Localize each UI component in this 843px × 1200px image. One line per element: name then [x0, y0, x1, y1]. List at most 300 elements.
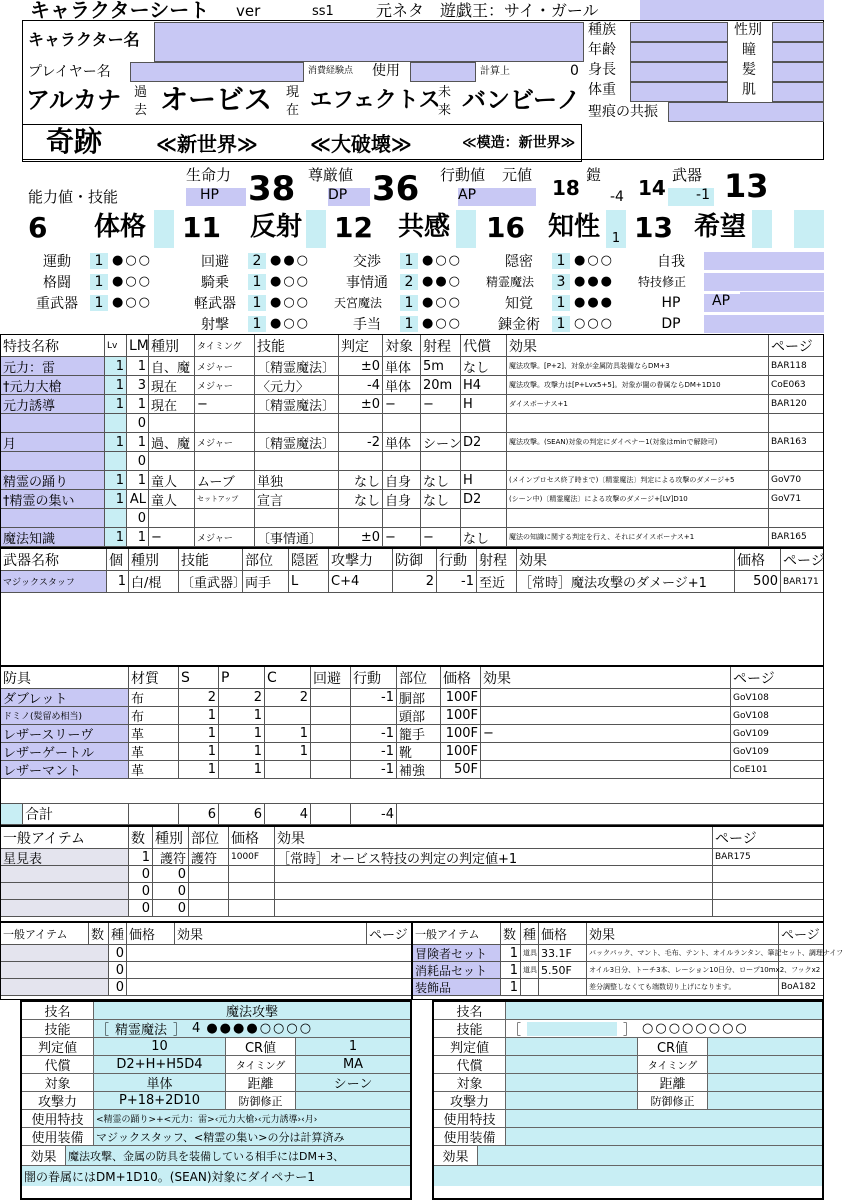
skill-cell	[334, 313, 486, 334]
ability-intellect-value: 13	[634, 211, 673, 244]
ability-strength-label: 体格	[94, 212, 147, 242]
atk2-def-label: 防御修正	[638, 1092, 708, 1109]
column-header: 回避	[311, 667, 351, 688]
column-header: 効果	[175, 923, 367, 944]
item2-row	[1, 962, 411, 979]
ability-reflex-value: 12	[334, 211, 373, 244]
hair-field[interactable]	[772, 62, 824, 82]
column-header: 種	[521, 923, 539, 944]
atk-cost-label: 代償	[22, 1056, 94, 1073]
height-field[interactable]	[630, 62, 728, 82]
item-row	[1, 849, 823, 866]
table-cell: 〔精霊魔法〕	[255, 395, 339, 413]
table-cell	[311, 707, 351, 724]
table-cell: 護符	[189, 849, 229, 865]
table-cell: −	[481, 725, 731, 742]
skill-level: 1	[552, 316, 570, 332]
character-name-field[interactable]	[154, 22, 584, 62]
atk2-power-label: 攻撃力	[434, 1092, 506, 1109]
dignity-label: 尊厳値	[308, 166, 354, 184]
table-cell: 1	[501, 962, 521, 978]
life-label: 生命力	[186, 166, 232, 184]
atk2-def-value[interactable]	[708, 1092, 822, 1109]
weight-label: 体重	[588, 82, 616, 98]
table-cell: なし	[461, 528, 507, 546]
table-cell	[769, 509, 823, 527]
table-cell: AL	[127, 490, 149, 508]
table-cell: 1	[127, 528, 149, 546]
table-cell	[189, 866, 229, 882]
column-header: 種別	[149, 335, 195, 356]
table-cell	[339, 414, 383, 432]
column-header: 数	[89, 923, 109, 944]
ability-strength-value: 11	[182, 211, 221, 244]
column-header: 材質	[129, 667, 179, 688]
table-cell: シーン	[421, 433, 461, 451]
table-cell: −	[383, 395, 421, 413]
table-cell: メジャー	[195, 528, 255, 546]
atk2-cost-value[interactable]	[506, 1056, 638, 1073]
feat-row	[1, 376, 823, 395]
table-cell	[105, 414, 127, 432]
table-cell: 1	[107, 571, 129, 592]
table-cell	[481, 743, 731, 760]
weapons-header	[1, 549, 823, 571]
table-cell: なし	[421, 490, 461, 508]
table-cell: −	[421, 395, 461, 413]
table-cell: ［常時］オービス特技の判定の判定値+1	[275, 849, 713, 865]
table-cell	[779, 945, 823, 961]
skill-name: 事情通	[346, 274, 388, 291]
items2-right-table	[412, 922, 843, 1000]
skill-cell	[24, 250, 182, 271]
skill-dots: ○○○	[574, 316, 615, 331]
column-header: 射程	[477, 549, 517, 570]
age-field[interactable]	[630, 42, 728, 62]
table-cell: CoE101	[733, 764, 768, 775]
armor-total-s: 6	[179, 804, 219, 824]
future-label: 未来	[438, 85, 452, 118]
ability-hope-mod	[752, 210, 772, 248]
items-table	[0, 826, 824, 922]
table-cell: 5.50F	[539, 962, 587, 978]
table-cell: 2	[179, 689, 219, 706]
table-cell: 5m	[421, 357, 461, 375]
age-label: 年齢	[588, 42, 616, 58]
table-cell	[127, 945, 411, 961]
weapon-mod: -1	[668, 188, 714, 206]
column-header: ページ	[733, 670, 775, 687]
player-name-field[interactable]	[130, 62, 304, 82]
skill-dots: ●○○	[270, 274, 311, 289]
table-cell: 1	[129, 849, 153, 865]
skill-dots: ●○○	[112, 295, 153, 310]
skill-level: 3	[552, 274, 570, 290]
skill-dots: ●●●	[574, 274, 615, 289]
items2-left-table	[0, 922, 412, 1000]
title-strip	[640, 0, 824, 20]
sex-field[interactable]	[772, 22, 824, 42]
atk2-skill-value[interactable]: ［ ］ ○○○○○○○○	[508, 1021, 749, 1038]
skill-cell	[486, 250, 638, 271]
table-cell: 単体	[383, 433, 421, 451]
skills-grid	[24, 250, 824, 334]
atk2-timing-value[interactable]	[708, 1056, 822, 1073]
table-cell: 過、魔	[149, 433, 195, 451]
skill-name: 特技修正	[638, 275, 687, 289]
table-cell: 靴	[397, 743, 441, 760]
table-cell: 0	[109, 962, 127, 978]
atk2-effect-value[interactable]	[478, 1146, 822, 1165]
armor-mod: -4	[610, 189, 624, 205]
table-cell: 1	[127, 433, 149, 451]
column-header: LM	[127, 335, 149, 356]
table-cell: バックパック、マント、毛布、テント、オイルランタン、筆記セット、調理ナイフ	[587, 945, 779, 961]
skill-cell	[638, 313, 824, 334]
skill-field	[704, 252, 824, 270]
atk-name-value: 魔法攻撃	[94, 1002, 410, 1019]
atk-equip-value: マジックスタッフ、<精霊の集い>の分は計算済み	[94, 1128, 410, 1145]
column-header: 効果	[507, 335, 769, 356]
table-cell: 両手	[243, 571, 289, 592]
table-cell: GoV108	[733, 710, 769, 721]
table-cell: 現在	[149, 395, 195, 413]
table-cell: 自身	[383, 471, 421, 489]
sp-value: 6	[28, 211, 48, 244]
table-cell: -1	[351, 689, 397, 706]
table-cell: 消耗品セット	[413, 962, 501, 978]
table-cell: ±0	[339, 395, 383, 413]
table-cell	[421, 452, 461, 470]
version-label: ver	[236, 2, 261, 20]
column-header: 行動	[351, 667, 397, 688]
table-cell: ムーブ	[195, 471, 255, 489]
table-cell: レザーゲートル	[1, 743, 129, 760]
table-cell	[127, 962, 411, 978]
table-cell	[189, 900, 229, 916]
table-cell	[769, 452, 823, 470]
table-cell: 差分調整しなくても端数切り上げになります。	[587, 979, 779, 995]
column-header: 隠匿	[289, 549, 329, 570]
skill-cell	[638, 250, 824, 271]
table-cell: 0	[129, 900, 153, 916]
atk2-target-value[interactable]	[506, 1074, 638, 1091]
column-header: 武器名称	[1, 549, 107, 570]
table-cell	[769, 414, 823, 432]
table-cell	[255, 414, 339, 432]
table-cell: CoE063	[771, 380, 806, 390]
table-cell	[339, 509, 383, 527]
table-cell: 1	[127, 395, 149, 413]
item2-row	[413, 962, 823, 979]
table-cell: H4	[461, 376, 507, 394]
table-cell: 頭部	[397, 707, 441, 724]
skill-level: 1	[90, 295, 108, 311]
skill-cell	[638, 271, 824, 292]
armor-label: 鎧	[586, 166, 602, 184]
table-cell	[461, 509, 507, 527]
table-cell: 2	[265, 689, 311, 706]
column-header: Lv	[105, 335, 127, 356]
past-arcana: オービス	[160, 83, 273, 116]
table-cell: BAR118	[771, 361, 807, 371]
table-cell	[255, 452, 339, 470]
column-header: 行動	[437, 549, 477, 570]
table-cell: 0	[127, 414, 149, 432]
table-cell: レザースリーヴ	[1, 725, 129, 742]
atk2-cr-value[interactable]	[708, 1038, 822, 1055]
armor-total-c: 4	[265, 804, 311, 824]
column-header: C	[265, 667, 311, 688]
atk-def-value	[296, 1092, 410, 1109]
table-cell: −	[149, 528, 195, 546]
table-cell: 1	[105, 395, 127, 413]
table-cell: GoV109	[733, 746, 769, 757]
hair-label: 髪	[742, 62, 756, 78]
skill-dots: ●○○	[270, 316, 311, 331]
atk2-judge-value[interactable]	[506, 1038, 638, 1055]
table-cell: ±0	[339, 528, 383, 546]
armor-total-p: 6	[219, 804, 265, 824]
action-label: 行動値	[440, 166, 486, 184]
skill-name: 騎乗	[201, 274, 229, 291]
table-cell: 1	[105, 490, 127, 508]
table-cell: -2	[339, 433, 383, 451]
table-cell	[149, 452, 195, 470]
table-cell: 元力：雷	[1, 357, 105, 375]
ability-label: 能力値・技能	[28, 188, 119, 206]
table-cell	[1, 509, 105, 527]
ability-strength-mod	[154, 210, 174, 248]
future-arcana: バンビーノ	[462, 86, 581, 114]
xp-used-label: 使用	[372, 63, 400, 79]
table-cell: H	[461, 395, 507, 413]
table-cell	[265, 707, 311, 724]
column-header: 種別	[153, 827, 189, 848]
table-cell: 0	[109, 945, 127, 961]
player-label: プレイヤー名	[28, 64, 111, 80]
table-cell: なし	[421, 471, 461, 489]
table-cell	[311, 689, 351, 706]
skill-level: 1	[400, 316, 418, 332]
atk-judge-label: 判定値	[22, 1038, 94, 1055]
table-cell: 0	[129, 883, 153, 899]
table-cell: 革	[129, 761, 179, 778]
eyes-field[interactable]	[772, 42, 824, 62]
table-cell	[189, 883, 229, 899]
xp-label: 消費経験点	[308, 66, 354, 76]
skill-name: 回避	[201, 253, 229, 270]
table-cell: メジャー	[195, 376, 255, 394]
table-cell	[339, 452, 383, 470]
table-cell: 100F	[441, 707, 481, 724]
skill-name: 格闘	[43, 274, 71, 291]
ability-reflex-mod	[306, 210, 326, 248]
table-cell	[351, 707, 397, 724]
table-cell	[149, 509, 195, 527]
atk2-feats-value[interactable]	[506, 1110, 822, 1127]
table-cell: 胴部	[397, 689, 441, 706]
items2-right-header	[413, 923, 823, 945]
table-cell	[507, 452, 769, 470]
column-header: 効果	[275, 827, 713, 848]
attack-panel-left	[20, 1000, 412, 1200]
table-cell: GoV109	[733, 728, 769, 739]
item2-row	[413, 945, 843, 962]
table-cell: 童人	[149, 471, 195, 489]
table-cell: BAR175	[715, 852, 751, 862]
feat-row	[1, 471, 823, 490]
table-cell: ダブレット	[1, 689, 129, 706]
table-cell: 1	[105, 471, 127, 489]
column-header: タイミング	[195, 335, 255, 356]
table-cell: ドミノ(髪留め相当)	[1, 707, 129, 724]
skill-level: 1	[90, 274, 108, 290]
atk2-skill-label: 技能	[434, 1020, 506, 1037]
table-cell: 月	[1, 433, 105, 451]
column-header: 防具	[1, 667, 129, 688]
ability-intellect-label: 知性	[548, 212, 601, 242]
table-cell: 1	[219, 743, 265, 760]
stigma-field[interactable]	[668, 102, 824, 122]
table-cell: 白/棍	[129, 571, 179, 592]
table-cell: BAR163	[771, 437, 807, 447]
xp-used-field[interactable]	[410, 62, 476, 82]
table-cell: 2	[393, 571, 437, 592]
table-cell: 自、魔	[149, 357, 195, 375]
skill-cell	[334, 250, 486, 271]
atk2-name-label: 技名	[434, 1002, 506, 1019]
table-cell	[461, 452, 507, 470]
column-header: 技能	[179, 549, 243, 570]
ability-empathy-mod	[456, 210, 476, 248]
table-cell: 100F	[441, 725, 481, 742]
table-cell: -1	[351, 743, 397, 760]
table-cell	[105, 509, 127, 527]
table-cell: 0	[153, 866, 189, 882]
table-cell	[779, 962, 823, 978]
table-cell: なし	[461, 357, 507, 375]
skill-cell	[334, 271, 486, 292]
weapon-label: 武器	[672, 166, 703, 184]
skill-level: 1	[400, 295, 418, 311]
table-cell	[481, 707, 731, 724]
table-cell	[1, 866, 129, 882]
column-header: 判定	[339, 335, 383, 356]
race-field[interactable]	[630, 22, 728, 42]
column-header: 個	[107, 549, 129, 570]
column-header: 数	[129, 827, 153, 848]
armor-row	[1, 725, 823, 743]
weight-field[interactable]	[630, 82, 728, 102]
name-label: キャラクター名	[28, 30, 140, 49]
table-cell: セットアップ	[195, 490, 255, 508]
table-cell: 0	[109, 979, 127, 995]
column-header: 一般アイテム	[1, 827, 129, 848]
skill-name: 錬金術	[498, 316, 540, 333]
item2-row	[413, 979, 823, 996]
miracle-past: ≪新世界≫	[156, 132, 258, 156]
table-cell: 現在	[149, 376, 195, 394]
present-label: 現在	[286, 85, 300, 118]
skill-cell	[24, 313, 182, 334]
table-cell	[713, 866, 823, 882]
skill-cell	[486, 271, 638, 292]
skin-field[interactable]	[772, 82, 824, 102]
armor-row	[1, 761, 823, 779]
skill-dots: ●○○	[112, 253, 153, 268]
table-cell	[311, 761, 351, 778]
atk2-range-value[interactable]	[708, 1074, 822, 1091]
table-cell: 2	[219, 689, 265, 706]
table-cell: †精霊の集い	[1, 490, 105, 508]
miracle-label: 奇跡	[46, 125, 103, 158]
column-header: 価格	[539, 923, 587, 944]
table-cell: 1	[219, 761, 265, 778]
table-cell: 0	[127, 509, 149, 527]
table-cell	[1, 945, 109, 961]
feat-row	[1, 433, 823, 452]
race-label: 種族	[588, 22, 616, 38]
atk2-power-value[interactable]	[506, 1092, 638, 1109]
ability-empathy-value: 16	[486, 211, 525, 244]
feats-header	[1, 335, 823, 357]
table-cell: (シーン中)〔精霊魔法〕による攻撃のダメージ+[LV]D10	[507, 490, 769, 508]
atk2-effect-line2[interactable]	[434, 1166, 822, 1186]
column-header: ページ	[715, 830, 757, 847]
atk-effect-line2: 闇の眷属にはDM+1D10。(SEAN)対象にダイペナー1	[24, 1169, 315, 1184]
skill-level: 1	[552, 295, 570, 311]
atk-effect-line1: 魔法攻撃、金属の防具を装備している相手にはDM+3、	[66, 1146, 410, 1165]
atk-range-label: 距離	[226, 1074, 296, 1091]
atk2-target-label: 対象	[434, 1074, 506, 1091]
skill-dots: ●●●	[574, 295, 615, 310]
eyes-label: 瞳	[742, 42, 756, 58]
item2-row	[1, 945, 411, 962]
atk2-equip-value[interactable]	[506, 1128, 822, 1145]
column-header: 一般アイテム	[1, 923, 89, 944]
skill-ap-field	[740, 292, 824, 312]
table-cell: 革	[129, 725, 179, 742]
table-cell: 50F	[441, 761, 481, 778]
column-header: 数	[501, 923, 521, 944]
table-cell: 1	[219, 707, 265, 724]
dp-label: DP	[328, 188, 370, 206]
column-header: P	[219, 667, 265, 688]
items2-left-header	[1, 923, 411, 945]
table-cell	[229, 900, 275, 916]
table-cell: GoV108	[733, 692, 769, 703]
dp-value: 36	[372, 169, 420, 209]
table-cell: 革	[129, 743, 179, 760]
column-header: 射程	[421, 335, 461, 356]
table-cell: -4	[339, 376, 383, 394]
table-cell	[1, 414, 105, 432]
table-cell: 元力誘導	[1, 395, 105, 413]
skill-level: 2	[248, 253, 266, 269]
table-cell	[481, 761, 731, 778]
table-cell: -1	[351, 761, 397, 778]
table-cell	[421, 414, 461, 432]
skill-level: 1	[248, 274, 266, 290]
skill-cell	[334, 292, 486, 313]
skill-dots: ●●○	[422, 274, 463, 289]
skill-level: 1	[248, 295, 266, 311]
skill-name: 隠密	[505, 253, 533, 270]
table-cell: GoV71	[771, 494, 802, 504]
atk2-name-value[interactable]	[506, 1002, 822, 1019]
table-cell: 星見表	[1, 849, 129, 865]
